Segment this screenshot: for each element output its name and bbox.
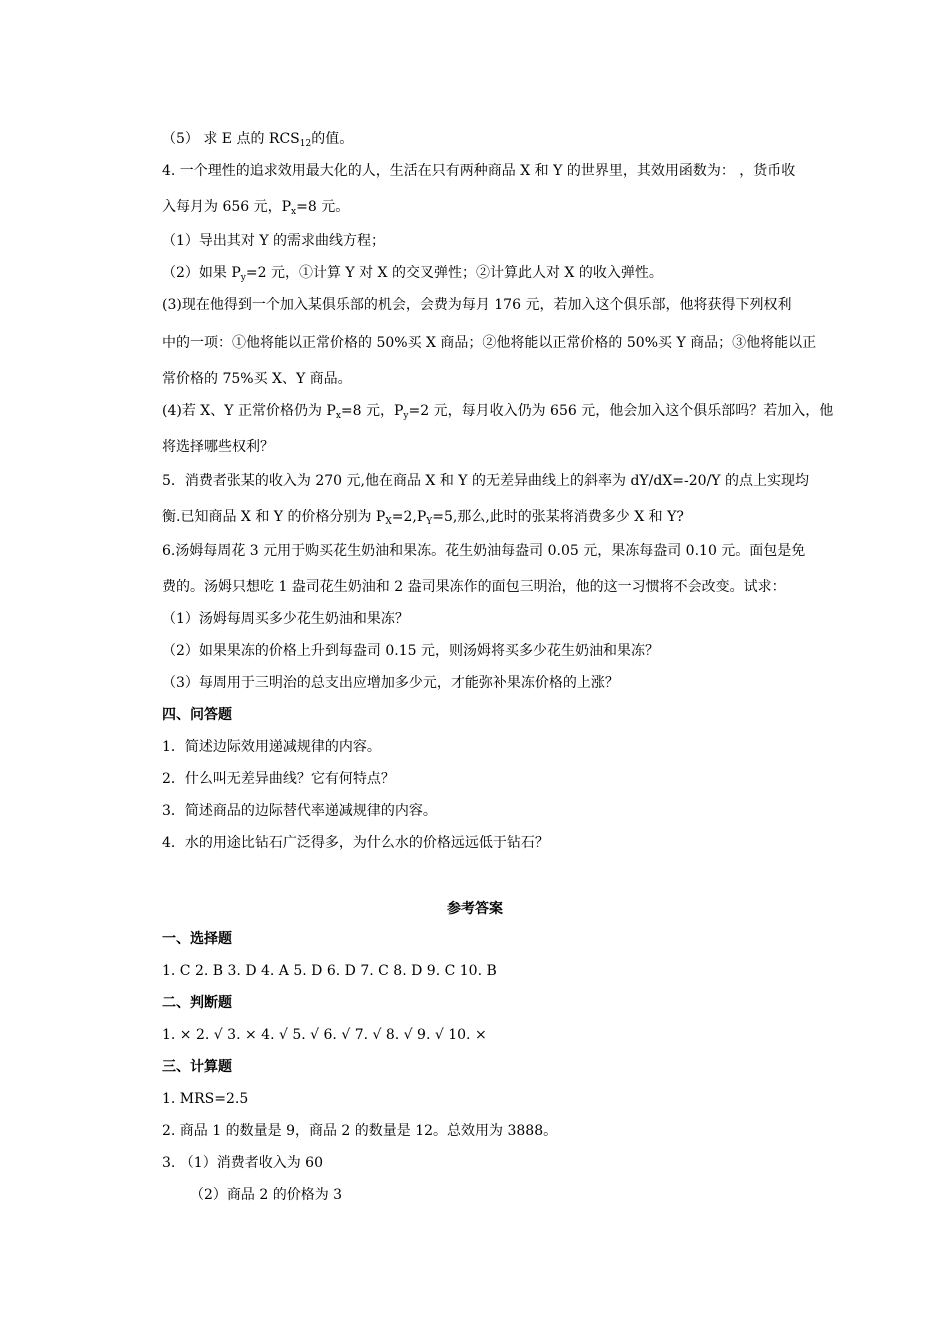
q4-part4-line2: 将选择哪些权利？ (162, 439, 274, 455)
section4-heading: 四、问答题 (162, 707, 232, 723)
q5-line2: 衡.已知商品 X 和 Y 的价格分别为 $P_X=2,P_Y=5$,那么,此时的张某将消费多少 X 和 Y? (162, 509, 684, 527)
section4-item: 4．水的用途比钻石广泛得多，为什么水的价格远远低于钻石？ (162, 835, 549, 851)
section4-item: 1．简述边际效用递减规律的内容。 (162, 739, 381, 755)
q4-line1: 4. 一个理性的追求效用最大化的人，生活在只有两种商品 X 和 Y 的世界里，其效用函数为： ，货币收 (162, 163, 796, 179)
q4-part3-line3: 常价格的 75%买 X、Y 商品。 (162, 371, 352, 387)
answers-calc-2: 2. 商品 1 的数量是 9，商品 2 的数量是 12。总效用为 3888。 (162, 1123, 558, 1139)
q6-part2: （2）如果果冻的价格上升到每盎司 0.15 元，则汤姆将买多少花生奶油和果冻？ (162, 643, 659, 659)
q4-line2: 入每月为 656 元，$P_x=8$ 元。 (162, 199, 350, 217)
q3-part5: （5） 求 E 点的 $RCS_{12}$的值。 (162, 131, 354, 149)
q6-line2: 费的。汤姆只想吃 1 盎司花生奶油和 2 盎司果冻作的面包三明治，他的这一习惯将不会改变。试求： (162, 579, 786, 595)
answers-judge-heading: 二、判断题 (162, 995, 232, 1011)
q4-part2: （2）如果 $P_y=2$ 元，①计算 Y 对 X 的交叉弹性；②计算此人对 X 的收入弹性。 (162, 265, 663, 283)
answers-choice-line: 1. C 2. B 3. D 4. A 5. D 6. D 7. C 8. D 9. C 10. B (162, 963, 497, 979)
q5-line1: 5．消费者张某的收入为 270 元,他在商品 X 和 Y 的无差异曲线上的斜率为 dY/dX=-20/Y 的点上实现均 (162, 473, 809, 489)
answers-calc-heading: 三、计算题 (162, 1059, 232, 1075)
section4-item: 3．简述商品的边际替代率递减规律的内容。 (162, 803, 437, 819)
answers-calc-3-part2: （2）商品 2 的价格为 3 (190, 1187, 343, 1203)
answers-title: 参考答案 (447, 901, 503, 917)
q4-part1: （1）导出其对 Y 的需求曲线方程； (162, 233, 386, 249)
q4-part4-line1: (4)若 X、Y 正常价格仍为 $P_x=8$ 元，$P_y=2$ 元，每月收入仍为 656 元，他会加入这个俱乐部吗？若加入，他 (162, 403, 834, 421)
section4-item: 2．什么叫无差异曲线？它有何特点？ (162, 771, 395, 787)
answers-calc-3-part1: 3. （1）消费者收入为 60 (162, 1155, 323, 1171)
q4-part3-line2: 中的一项：①他将能以正常价格的 50%买 X 商品；②他将能以正常价格的 50%买 Y 商品；③他将能以正 (162, 335, 817, 351)
q6-part3: （3）每周用于三明治的总支出应增加多少元，才能弥补果冻价格的上涨？ (162, 675, 619, 691)
answers-calc-1: 1. MRS=2.5 (162, 1091, 249, 1107)
q4-part3-line1: (3)现在他得到一个加入某俱乐部的机会，会费为每月 176 元，若加入这个俱乐部，他将获得下列权利 (162, 297, 792, 313)
q6-line1: 6.汤姆每周花 3 元用于购买花生奶油和果冻。花生奶油每盎司 0.05 元，果冻每盎司 0.10 元。面包是免 (162, 543, 806, 559)
q6-part1: （1）汤姆每周买多少花生奶油和果冻？ (162, 611, 409, 627)
answers-choice-heading: 一、选择题 (162, 931, 232, 947)
answers-judge-line: 1. × 2. √ 3. × 4. √ 5. √ 6. √ 7. √ 8. √ 9. √ 10. × (162, 1027, 487, 1043)
